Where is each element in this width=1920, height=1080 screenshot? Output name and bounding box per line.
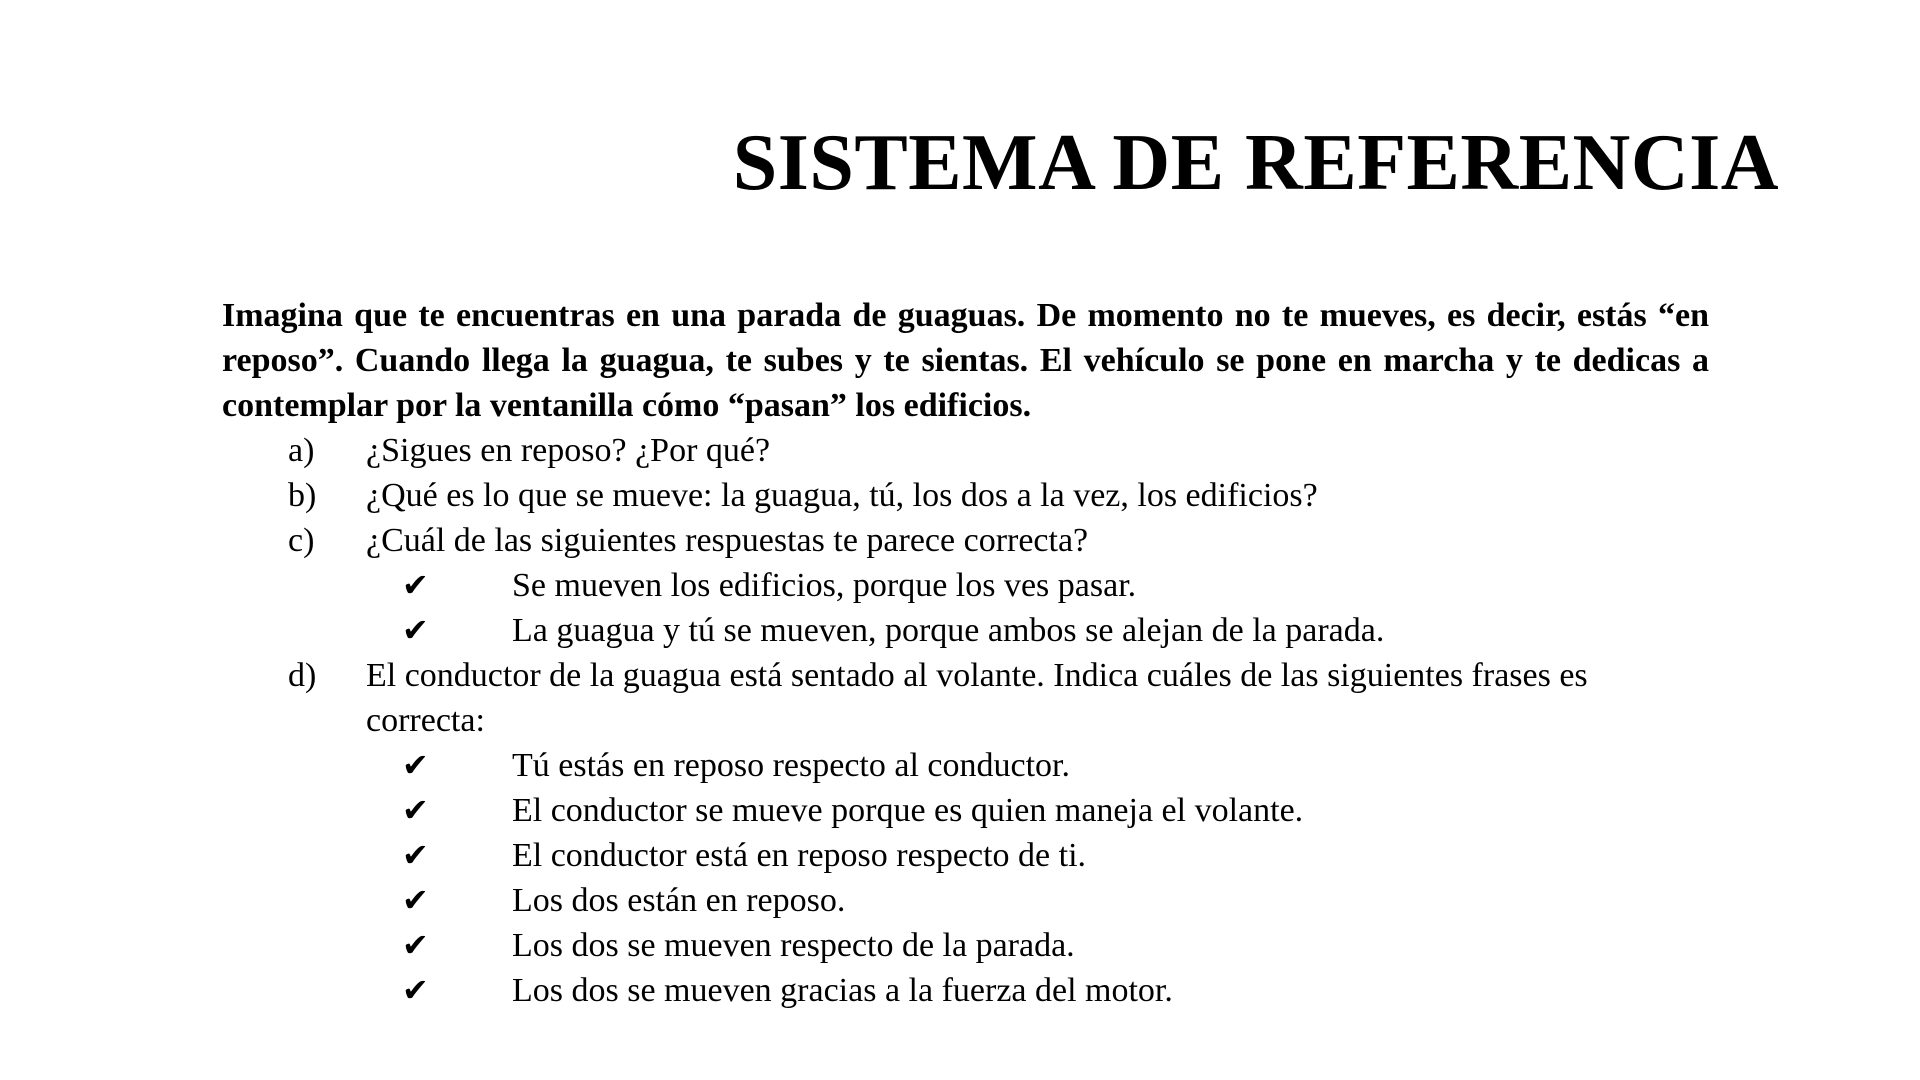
option-item [222,833,1709,878]
check-icon: ✔ [402,566,429,604]
question-letter: c) [288,522,315,559]
question-c [222,518,1709,653]
option-text: El conductor se mueve porque es quien maneja el volante. [512,792,1304,829]
intro-paragraph: Imagina que te encuentras en una parada de guaguas. De momento no te mueves, es decir, estás “en reposo”. Cuando llega la guagua, te subes y te sientas. El vehículo se pone en marcha y te dedicas a contemplar por la ventanilla cómo “pasan” los edificios. [222,297,1709,424]
question-letter: d) [288,657,317,694]
question-d [222,653,1709,1013]
option-item [222,788,1709,833]
option-text: Los dos se mueven gracias a la fuerza del motor. [512,972,1173,1009]
option-item [222,563,1709,608]
question-a [222,428,1709,473]
check-icon: ✔ [402,791,429,829]
option-text: Los dos están en reposo. [512,882,846,919]
option-text: El conductor está en reposo respecto de ti. [512,837,1087,874]
check-icon: ✔ [402,611,429,649]
question-text: El conductor de la guagua está sentado al volante. Indica cuáles de las siguientes frases es correcta: [366,657,1588,739]
page-title: SISTEMA DE REFERENCIA [732,119,1779,207]
check-icon: ✔ [402,836,429,874]
option-item [222,878,1709,923]
option-item [222,923,1709,968]
option-item [222,968,1709,1013]
check-icon: ✔ [402,746,429,784]
check-icon: ✔ [402,881,429,919]
option-item [222,608,1709,653]
question-letter: b) [288,477,317,514]
check-icon: ✔ [402,971,429,1009]
question-text: ¿Sigues en reposo? ¿Por qué? [366,432,771,469]
question-list [222,428,1709,1013]
check-icon: ✔ [402,926,429,964]
option-text: Los dos se mueven respecto de la parada. [512,927,1075,964]
option-list [366,563,1709,653]
question-b [222,473,1709,518]
option-list [366,743,1709,1013]
option-text: La guagua y tú se mueven, porque ambos se alejan de la parada. [512,612,1385,649]
option-text: Tú estás en reposo respecto al conductor. [512,747,1070,784]
option-text: Se mueven los edificios, porque los ves pasar. [512,567,1137,604]
question-text: ¿Qué es lo que se mueve: la guagua, tú, los dos a la vez, los edificios? [366,477,1318,514]
question-text: ¿Cuál de las siguientes respuestas te parece correcta? [366,522,1089,559]
option-item [222,743,1709,788]
question-letter: a) [288,432,315,469]
